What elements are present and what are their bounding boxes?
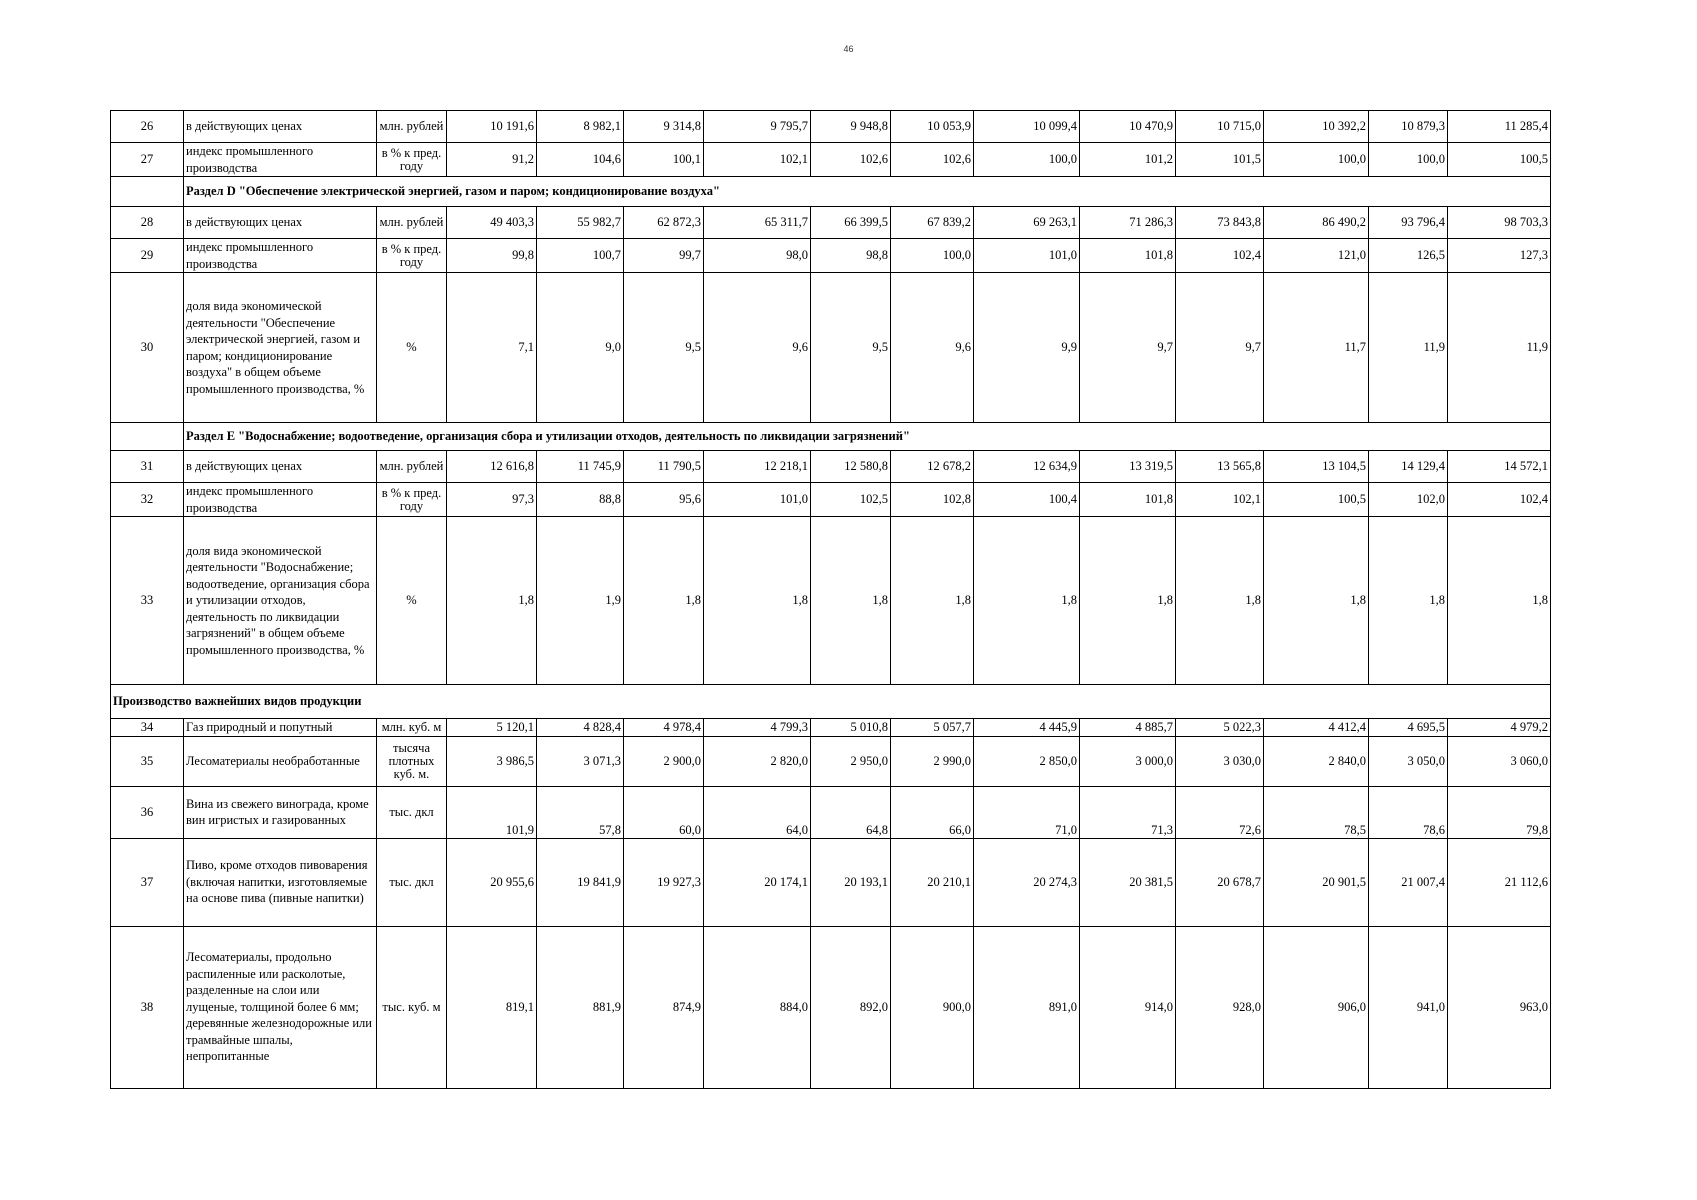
value-cell: 9,7 <box>1080 273 1176 423</box>
value-cell: 102,6 <box>811 143 891 177</box>
value-cell: 884,0 <box>704 926 811 1088</box>
value-cell: 91,2 <box>447 143 537 177</box>
value-cell: 104,6 <box>537 143 624 177</box>
indicator-name: Газ природный и попутный <box>184 719 377 737</box>
value-cell: 1,9 <box>537 517 624 685</box>
value-cell: 12 678,2 <box>891 451 974 483</box>
value-cell: 4 979,2 <box>1448 719 1551 737</box>
row-number: 26 <box>111 111 184 143</box>
table-row <box>111 239 1551 273</box>
unit: тыс. куб. м <box>377 926 447 1088</box>
value-cell: 71,0 <box>974 786 1080 838</box>
value-cell: 1,8 <box>1369 517 1448 685</box>
unit: тыс. дкл <box>377 838 447 926</box>
row-number: 36 <box>111 786 184 838</box>
value-cell: 1,8 <box>1448 517 1551 685</box>
value-cell: 1,8 <box>891 517 974 685</box>
table-row <box>111 719 1551 737</box>
value-cell: 10 392,2 <box>1264 111 1369 143</box>
value-cell: 93 796,4 <box>1369 207 1448 239</box>
value-cell: 79,8 <box>1448 786 1551 838</box>
statistics-table <box>110 110 1551 1089</box>
section-title: Раздел D "Обеспечение электрической энергией, газом и паром; кондиционирование воздуха" <box>184 177 1551 207</box>
value-cell: 4 412,4 <box>1264 719 1369 737</box>
value-cell: 4 978,4 <box>624 719 704 737</box>
unit: % <box>377 517 447 685</box>
value-cell: 67 839,2 <box>891 207 974 239</box>
unit: млн. рублей <box>377 451 447 483</box>
unit: млн. куб. м <box>377 719 447 737</box>
section-row <box>111 685 1551 719</box>
value-cell: 20 955,6 <box>447 838 537 926</box>
value-cell: 71,3 <box>1080 786 1176 838</box>
value-cell: 1,8 <box>811 517 891 685</box>
value-cell: 2 990,0 <box>891 736 974 786</box>
value-cell: 4 445,9 <box>974 719 1080 737</box>
value-cell: 4 885,7 <box>1080 719 1176 737</box>
value-cell: 7,1 <box>447 273 537 423</box>
value-cell: 906,0 <box>1264 926 1369 1088</box>
value-cell: 127,3 <box>1448 239 1551 273</box>
row-number: 35 <box>111 736 184 786</box>
value-cell: 98,8 <box>811 239 891 273</box>
value-cell: 900,0 <box>891 926 974 1088</box>
value-cell: 9 948,8 <box>811 111 891 143</box>
value-cell: 100,0 <box>1264 143 1369 177</box>
value-cell: 14 129,4 <box>1369 451 1448 483</box>
value-cell: 10 191,6 <box>447 111 537 143</box>
row-number: 28 <box>111 207 184 239</box>
value-cell: 97,3 <box>447 483 537 517</box>
table-row <box>111 786 1551 838</box>
value-cell: 101,5 <box>1176 143 1264 177</box>
value-cell: 2 850,0 <box>974 736 1080 786</box>
value-cell: 2 900,0 <box>624 736 704 786</box>
value-cell: 5 010,8 <box>811 719 891 737</box>
indicator-name: Пиво, кроме отходов пивоварения (включая напитки, изготовляемые на основе пива (пивные напитки) <box>184 838 377 926</box>
value-cell: 100,7 <box>537 239 624 273</box>
value-cell: 13 565,8 <box>1176 451 1264 483</box>
value-cell: 100,5 <box>1264 483 1369 517</box>
value-cell: 21 112,6 <box>1448 838 1551 926</box>
value-cell: 20 381,5 <box>1080 838 1176 926</box>
value-cell: 3 030,0 <box>1176 736 1264 786</box>
indicator-name: Лесоматериалы необработанные <box>184 736 377 786</box>
unit: млн. рублей <box>377 111 447 143</box>
unit: в % к пред. году <box>377 483 447 517</box>
indicator-name: индекс промышленного производства <box>184 483 377 517</box>
value-cell: 101,2 <box>1080 143 1176 177</box>
value-cell: 20 210,1 <box>891 838 974 926</box>
value-cell: 11,7 <box>1264 273 1369 423</box>
value-cell: 100,0 <box>1369 143 1448 177</box>
value-cell: 10 715,0 <box>1176 111 1264 143</box>
value-cell: 819,1 <box>447 926 537 1088</box>
value-cell: 892,0 <box>811 926 891 1088</box>
indicator-name: в действующих ценах <box>184 207 377 239</box>
value-cell: 10 470,9 <box>1080 111 1176 143</box>
value-cell: 102,0 <box>1369 483 1448 517</box>
value-cell: 102,4 <box>1448 483 1551 517</box>
value-cell: 66 399,5 <box>811 207 891 239</box>
value-cell: 102,6 <box>891 143 974 177</box>
value-cell: 914,0 <box>1080 926 1176 1088</box>
unit: % <box>377 273 447 423</box>
indicator-name: Лесоматериалы, продольно распиленные или расколотые, разделенные на слои или лущеные, толщиной более 6 мм; деревянные железнодорожные или трамвайные шпалы, непропитанные <box>184 926 377 1088</box>
value-cell: 88,8 <box>537 483 624 517</box>
value-cell: 11,9 <box>1448 273 1551 423</box>
value-cell: 1,8 <box>1176 517 1264 685</box>
value-cell: 102,5 <box>811 483 891 517</box>
indicator-name: доля вида экономической деятельности "Обеспечение электрической энергией, газом и паром; кондиционирование воздуха" в общем объеме промышленного производства, % <box>184 273 377 423</box>
value-cell: 9 314,8 <box>624 111 704 143</box>
indicator-name: в действующих ценах <box>184 451 377 483</box>
value-cell: 102,1 <box>1176 483 1264 517</box>
value-cell: 928,0 <box>1176 926 1264 1088</box>
value-cell: 11 285,4 <box>1448 111 1551 143</box>
value-cell: 12 616,8 <box>447 451 537 483</box>
value-cell: 71 286,3 <box>1080 207 1176 239</box>
value-cell: 10 879,3 <box>1369 111 1448 143</box>
value-cell: 101,0 <box>704 483 811 517</box>
value-cell: 20 193,1 <box>811 838 891 926</box>
value-cell: 2 950,0 <box>811 736 891 786</box>
value-cell: 102,4 <box>1176 239 1264 273</box>
value-cell: 57,8 <box>537 786 624 838</box>
value-cell: 49 403,3 <box>447 207 537 239</box>
value-cell: 1,8 <box>624 517 704 685</box>
value-cell: 9,5 <box>624 273 704 423</box>
value-cell: 3 050,0 <box>1369 736 1448 786</box>
unit: в % к пред. году <box>377 239 447 273</box>
value-cell: 121,0 <box>1264 239 1369 273</box>
value-cell: 1,8 <box>1264 517 1369 685</box>
indicator-name: доля вида экономической деятельности "Водоснабжение; водоотведение, организация сбора и утилизации отходов, деятельность по ликвидации загрязнений" в общем объеме промышленного производства, % <box>184 517 377 685</box>
value-cell: 1,8 <box>974 517 1080 685</box>
table-row <box>111 273 1551 423</box>
row-number: 33 <box>111 517 184 685</box>
value-cell: 101,8 <box>1080 483 1176 517</box>
value-cell: 100,0 <box>891 239 974 273</box>
table-row <box>111 451 1551 483</box>
table-row <box>111 926 1551 1088</box>
table-row <box>111 517 1551 685</box>
value-cell: 9 795,7 <box>704 111 811 143</box>
value-cell: 20 274,3 <box>974 838 1080 926</box>
value-cell: 12 634,9 <box>974 451 1080 483</box>
value-cell: 14 572,1 <box>1448 451 1551 483</box>
value-cell: 98 703,3 <box>1448 207 1551 239</box>
value-cell: 86 490,2 <box>1264 207 1369 239</box>
value-cell: 5 022,3 <box>1176 719 1264 737</box>
value-cell: 78,6 <box>1369 786 1448 838</box>
section-title: Производство важнейших видов продукции <box>111 685 1551 719</box>
value-cell: 55 982,7 <box>537 207 624 239</box>
value-cell: 19 927,3 <box>624 838 704 926</box>
value-cell: 4 799,3 <box>704 719 811 737</box>
table-row <box>111 207 1551 239</box>
empty-cell <box>111 177 184 207</box>
row-number: 38 <box>111 926 184 1088</box>
value-cell: 8 982,1 <box>537 111 624 143</box>
value-cell: 9,6 <box>891 273 974 423</box>
value-cell: 4 695,5 <box>1369 719 1448 737</box>
value-cell: 5 120,1 <box>447 719 537 737</box>
table-row <box>111 143 1551 177</box>
value-cell: 2 820,0 <box>704 736 811 786</box>
value-cell: 1,8 <box>447 517 537 685</box>
value-cell: 101,0 <box>974 239 1080 273</box>
value-cell: 13 319,5 <box>1080 451 1176 483</box>
empty-cell <box>111 423 184 451</box>
value-cell: 11 745,9 <box>537 451 624 483</box>
value-cell: 3 071,3 <box>537 736 624 786</box>
row-number: 34 <box>111 719 184 737</box>
value-cell: 1,8 <box>1080 517 1176 685</box>
indicator-name: Вина из свежего винограда, кроме вин игристых и газированных <box>184 786 377 838</box>
indicator-name: индекс промышленного производства <box>184 239 377 273</box>
value-cell: 100,5 <box>1448 143 1551 177</box>
page-number: 46 <box>843 44 854 54</box>
value-cell: 963,0 <box>1448 926 1551 1088</box>
section-row <box>111 423 1551 451</box>
table-body <box>111 111 1551 1089</box>
value-cell: 101,9 <box>447 786 537 838</box>
value-cell: 20 901,5 <box>1264 838 1369 926</box>
row-number: 37 <box>111 838 184 926</box>
value-cell: 11 790,5 <box>624 451 704 483</box>
row-number: 27 <box>111 143 184 177</box>
value-cell: 12 218,1 <box>704 451 811 483</box>
value-cell: 11,9 <box>1369 273 1448 423</box>
value-cell: 10 053,9 <box>891 111 974 143</box>
value-cell: 60,0 <box>624 786 704 838</box>
value-cell: 1,8 <box>704 517 811 685</box>
section-row <box>111 177 1551 207</box>
value-cell: 100,0 <box>974 143 1080 177</box>
value-cell: 21 007,4 <box>1369 838 1448 926</box>
value-cell: 881,9 <box>537 926 624 1088</box>
indicator-name: в действующих ценах <box>184 111 377 143</box>
indicator-name: индекс промышленного производства <box>184 143 377 177</box>
value-cell: 9,5 <box>811 273 891 423</box>
row-number: 30 <box>111 273 184 423</box>
value-cell: 102,8 <box>891 483 974 517</box>
value-cell: 99,8 <box>447 239 537 273</box>
value-cell: 891,0 <box>974 926 1080 1088</box>
value-cell: 66,0 <box>891 786 974 838</box>
value-cell: 126,5 <box>1369 239 1448 273</box>
value-cell: 3 060,0 <box>1448 736 1551 786</box>
value-cell: 62 872,3 <box>624 207 704 239</box>
value-cell: 3 000,0 <box>1080 736 1176 786</box>
value-cell: 78,5 <box>1264 786 1369 838</box>
section-title: Раздел E "Водоснабжение; водоотведение, организация сбора и утилизации отходов, деятельность по ликвидации загрязнений" <box>184 423 1551 451</box>
unit: в % к пред. году <box>377 143 447 177</box>
value-cell: 12 580,8 <box>811 451 891 483</box>
value-cell: 101,8 <box>1080 239 1176 273</box>
value-cell: 98,0 <box>704 239 811 273</box>
value-cell: 9,6 <box>704 273 811 423</box>
table-row <box>111 111 1551 143</box>
row-number: 29 <box>111 239 184 273</box>
table-row <box>111 736 1551 786</box>
value-cell: 10 099,4 <box>974 111 1080 143</box>
value-cell: 64,0 <box>704 786 811 838</box>
value-cell: 9,7 <box>1176 273 1264 423</box>
value-cell: 874,9 <box>624 926 704 1088</box>
value-cell: 100,4 <box>974 483 1080 517</box>
unit: тыс. дкл <box>377 786 447 838</box>
table-row <box>111 483 1551 517</box>
unit: млн. рублей <box>377 207 447 239</box>
value-cell: 72,6 <box>1176 786 1264 838</box>
unit: тысяча плотных куб. м. <box>377 736 447 786</box>
value-cell: 9,9 <box>974 273 1080 423</box>
value-cell: 19 841,9 <box>537 838 624 926</box>
value-cell: 2 840,0 <box>1264 736 1369 786</box>
value-cell: 9,0 <box>537 273 624 423</box>
value-cell: 102,1 <box>704 143 811 177</box>
value-cell: 20 174,1 <box>704 838 811 926</box>
row-number: 31 <box>111 451 184 483</box>
value-cell: 13 104,5 <box>1264 451 1369 483</box>
value-cell: 941,0 <box>1369 926 1448 1088</box>
value-cell: 69 263,1 <box>974 207 1080 239</box>
row-number: 32 <box>111 483 184 517</box>
value-cell: 3 986,5 <box>447 736 537 786</box>
value-cell: 20 678,7 <box>1176 838 1264 926</box>
value-cell: 65 311,7 <box>704 207 811 239</box>
value-cell: 4 828,4 <box>537 719 624 737</box>
table-row <box>111 838 1551 926</box>
value-cell: 100,1 <box>624 143 704 177</box>
value-cell: 73 843,8 <box>1176 207 1264 239</box>
value-cell: 5 057,7 <box>891 719 974 737</box>
value-cell: 99,7 <box>624 239 704 273</box>
value-cell: 64,8 <box>811 786 891 838</box>
value-cell: 95,6 <box>624 483 704 517</box>
